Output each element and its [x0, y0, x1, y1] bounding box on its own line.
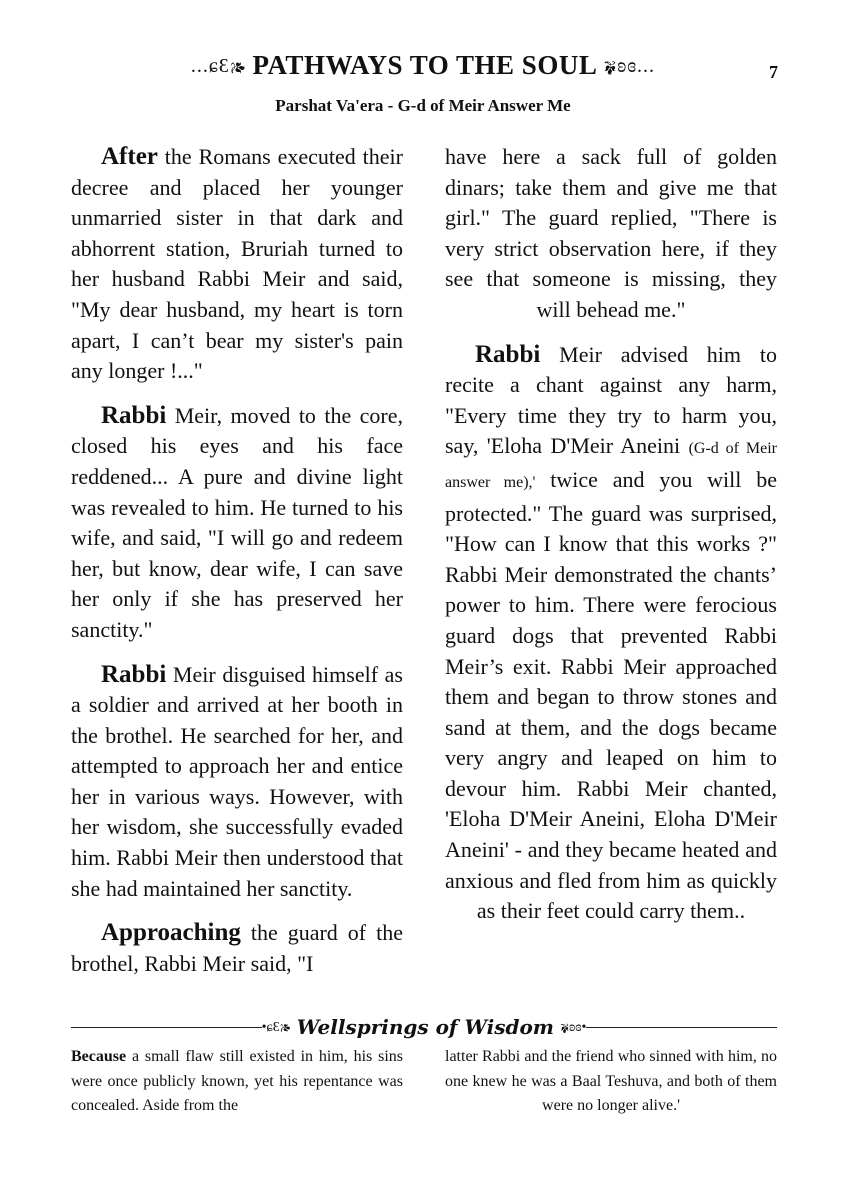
paragraph-4 [71, 918, 403, 979]
lead-word: Approaching [101, 919, 241, 947]
chapter-subtitle: Parshat Va'era - G-d of Meir Answer Me [275, 96, 571, 115]
ornament-right-icon: 🙗ʚɞ... [603, 54, 656, 77]
page-number: 7 [769, 62, 778, 82]
paragraph-text: a small flaw still existed in him, his sins were once publicly known, yet his repentance was concealed. Aside from the [71, 1048, 403, 1114]
paragraph-5 [445, 340, 777, 927]
footer-right-column [445, 1045, 777, 1119]
translation-note: (G-d of Meir answer me),' [445, 440, 777, 491]
title-row [0, 50, 846, 81]
ornament-left-icon: ...ɕƐ🙕 [190, 54, 247, 77]
divider-label: Wellsprings of Wisdom [296, 1015, 554, 1039]
paragraph-3 [71, 660, 403, 905]
lead-word: Rabbi [475, 340, 541, 368]
paragraph-text: the guard of the brothel, Rabbi Meir said, "I [71, 920, 403, 976]
divider-line [71, 1027, 262, 1028]
footer-paragraph: latter Rabbi and the friend who sinned with him, no one knew he was a Baal Teshuva, and both of them were no longer alive.' [445, 1048, 777, 1114]
footer-paragraph [71, 1045, 403, 1119]
right-column [445, 142, 777, 941]
lead-word: Rabbi [101, 401, 167, 429]
book-title: PATHWAYS TO THE SOUL [252, 50, 598, 80]
footer-left-column [71, 1045, 403, 1119]
paragraph-text: Meir, moved to the core, closed his eyes and his face reddened... A pure and divine light was revealed to him. He turned to his wife, and said, "I will go and redeem her, but know, dear wife, I can save her only if she has preserved her sanctity." [71, 402, 403, 642]
paragraph-text: the Romans executed their decree and placed her younger unmarried sister in that dark and abhorrent station, Bruriah turned to her husband Rabbi Meir and said, "My dear husband, my heart is torn apart, I can’t bear my sister's pain any longer !..." [71, 144, 403, 384]
lead-word: After [101, 143, 158, 170]
lead-word: Because [71, 1048, 127, 1065]
paragraph-2 [71, 401, 403, 646]
section-divider [71, 1013, 777, 1041]
paragraph-text: twice and you will be protected." The guard was surprised, "How can I know that this works ?" Rabbi Meir demonstrated the chants’ power to him. There were ferocious guard dogs that prevented Rabbi Meir’s exit. Rabbi Meir approached them and began to throw stones and sand at them, and the dogs became very angry and leaped on him to devour him. Rabbi Meir chanted, 'Eloha D'Meir Aneini, Eloha D'Meir Aneini' - and they became heated and anxious and fled from him as quickly as their feet could carry them.. [445, 466, 777, 924]
paragraph-text: Meir advised him to recite a chant against any harm, "Every time they try to harm you, say, 'Eloha D'Meir Aneini [445, 341, 777, 459]
divider-line [586, 1027, 777, 1028]
lead-word: Rabbi [101, 660, 167, 688]
divider-ornament-right-icon: 🙗ʚɞ• [559, 1020, 587, 1035]
left-column [71, 142, 403, 993]
paragraph-continued: have here a sack full of golden dinars; take them and give me that girl." The guard replied, "There is very strict observation here, if they see that someone is missing, they will behead me." [445, 144, 777, 322]
divider-ornament-left-icon: •ɕƐ🙕 [261, 1020, 291, 1035]
paragraph-text: Meir disguised himself as a soldier and arrived at her booth in the brothel. He searched for her, and attempted to approach her and entice her in various ways. However, with her wisdom, she successfully evaded him. Rabbi Meir then understood that she had maintained her sanctity. [71, 661, 403, 901]
paragraph-1 [71, 142, 403, 387]
page-header [0, 50, 846, 81]
